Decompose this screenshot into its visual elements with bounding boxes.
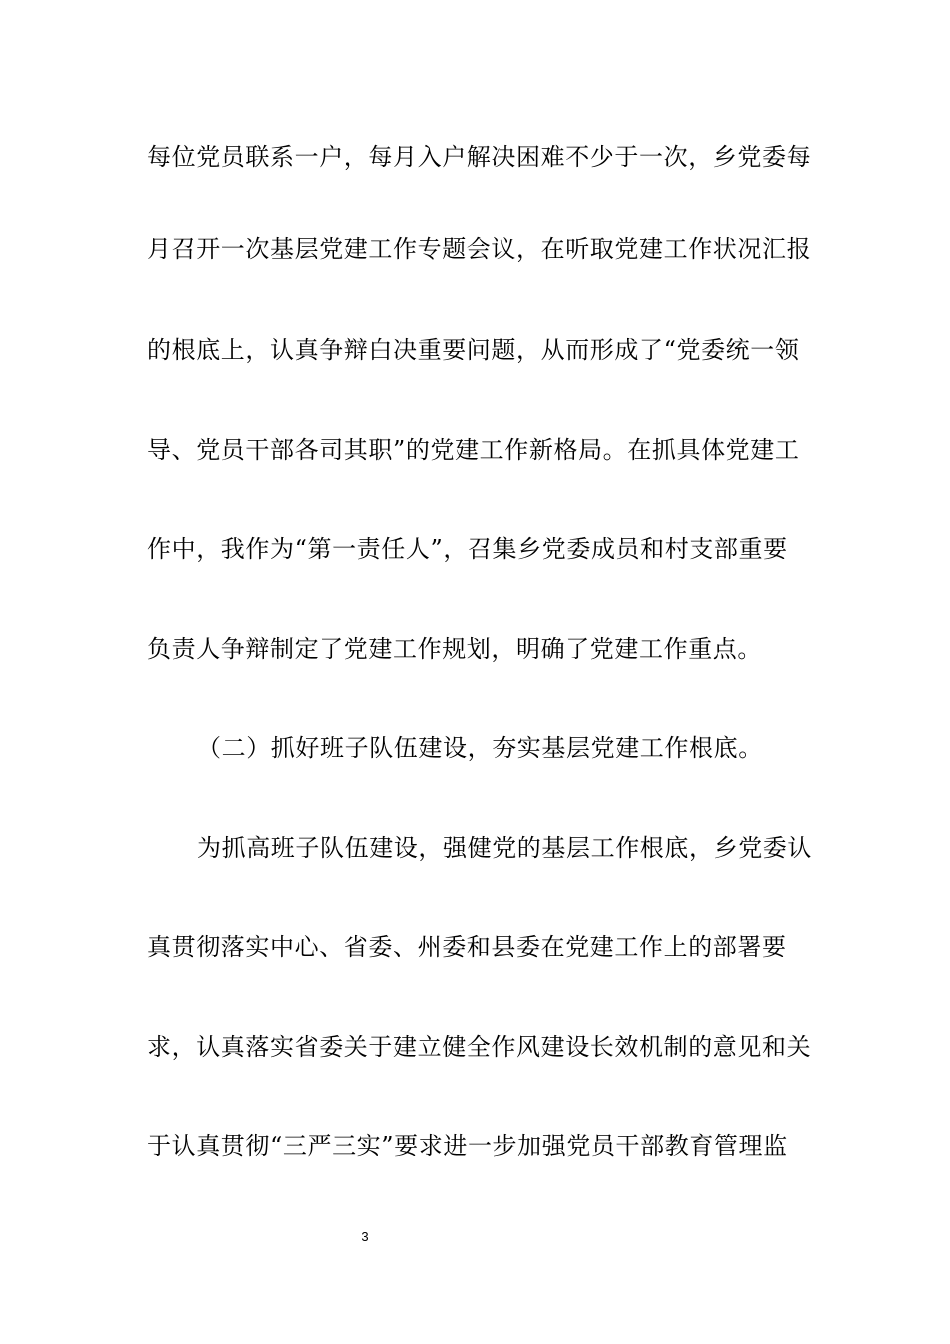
- text-line: 每位党员联系一户，每月入户解决困难不少于一次，乡党委每: [147, 143, 812, 171]
- text-line: 作中，我作为“第一责任人”，召集乡党委成员和村支部重要: [147, 535, 788, 563]
- text-line: 月召开一次基层党建工作专题会议，在听取党建工作状况汇报: [147, 235, 812, 263]
- text-line: 于认真贯彻“三严三实”要求进一步加强党员干部教育管理监: [147, 1132, 788, 1160]
- text-line: 为抓高班子队伍建设，强健党的基层工作根底，乡党委认: [197, 834, 812, 862]
- text-line: 的根底上，认真争辩白决重要问题，从而形成了“党委统一领: [147, 336, 800, 364]
- text-line: 求，认真落实省委关于建立健全作风建设长效机制的意见和关: [147, 1033, 812, 1061]
- text-line: 导、党员干部各司其职”的党建工作新格局。在抓具体党建工: [147, 436, 800, 464]
- page-number: 3: [361, 1229, 369, 1244]
- text-line: 负责人争辩制定了党建工作规划，明确了党建工作重点。: [147, 635, 762, 663]
- section-heading: （二）抓好班子队伍建设，夯实基层党建工作根底。: [197, 734, 763, 762]
- text-line: 真贯彻落实中心、省委、州委和县委在党建工作上的部署要: [147, 933, 787, 961]
